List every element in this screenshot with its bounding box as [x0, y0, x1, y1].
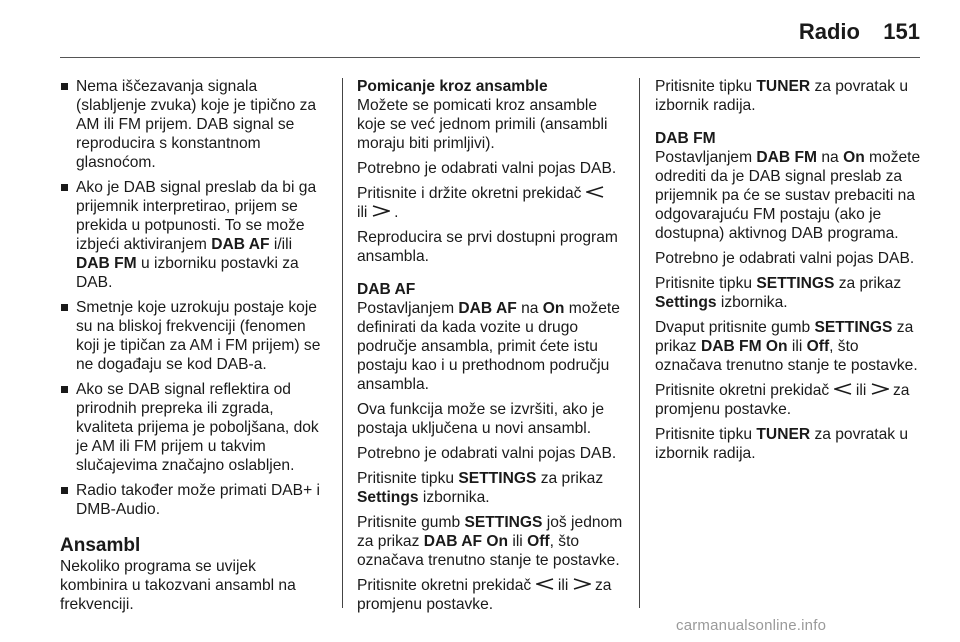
body-text: Pritisnite tipku SETTINGS za prikaz Settings izbornika.	[357, 470, 604, 506]
list-item: Ako se DAB signal reflektira od prirodnih prepreka ili zgrada, kvaliteta prijema je poboljšana, dok je AM ili FM prijem u takvim slučajevima značajno oslabljen.	[60, 380, 326, 475]
rotary-left-icon	[834, 383, 852, 395]
rotary-right-icon	[372, 205, 390, 217]
bullet-icon	[61, 184, 68, 191]
body-text: Nekoliko programa se uvijek kombinira u takozvani ansambl na frekvenciji.	[60, 558, 296, 613]
page-header	[0, 0, 960, 60]
column-1	[60, 77, 326, 620]
body-text: Pritisnite tipku TUNER za povratak u izbornik radija.	[655, 426, 909, 462]
body-text: Potrebno je odabrati valni pojas DAB.	[357, 445, 617, 462]
bullet-icon	[61, 487, 68, 494]
body-text: Pritisnite i držite okretni prekidač ili .	[357, 184, 623, 222]
body-text: Pritisnite tipku SETTINGS za prikaz Settings izbornika.	[655, 275, 902, 311]
column-divider	[342, 78, 343, 608]
section-heading-ensemble-scroll: Pomicanje kroz ansamble	[357, 78, 548, 95]
section-heading-dab-af: DAB AF	[357, 281, 416, 298]
bullet-icon	[61, 304, 68, 311]
section-heading-ansambl: Ansambl	[60, 535, 141, 556]
rotary-right-icon	[871, 383, 889, 395]
body-text: Dvaput pritisnite gumb SETTINGS za prikaz DAB FM On ili Off, što označava trenutno stanje te postavke.	[655, 319, 918, 374]
list-item: Ako je DAB signal preslab da bi ga prijemnik interpretirao, prijem se prekida u potpunosti. To se može izbjeći aktiviranjem DAB AF i/ili DAB FM u izborniku postavki za DAB.	[60, 178, 326, 292]
column-2	[357, 77, 623, 620]
body-text: Reproducira se prvi dostupni program ansambla.	[357, 229, 618, 265]
list-item: Radio također može primati DAB+ i DMB-Audio.	[60, 481, 326, 519]
body-text: Postavljanjem DAB AF na On možete definirati da kada vozite u drugo područje ansambla, primit ćete istu postaju kao i u prethodnom području ansambla.	[357, 300, 620, 393]
header-rule	[60, 57, 920, 58]
body-text: Potrebno je odabrati valni pojas DAB.	[357, 160, 617, 177]
body-text: Pritisnite okretni prekidač ili za promjenu postavke.	[655, 382, 910, 418]
rotary-right-icon	[573, 578, 591, 590]
page-title: Radio	[798, 19, 860, 44]
page-number: 151	[883, 19, 920, 44]
body-text: Možete se pomicati kroz ansamble koje se već jednom primili (ansambli moraju biti primljivi).	[357, 97, 608, 152]
body-text: Postavljanjem DAB FM na On možete odrediti da je DAB signal preslab za prijemnik pa će se sustav prebaciti na odgovarajuću FM postaju (ako je dostupna) aktivnog DAB programa.	[655, 149, 921, 242]
body-text: Pritisnite tipku TUNER za povratak u izbornik radija.	[655, 78, 909, 114]
feature-list	[60, 77, 326, 519]
section-heading-dab-fm: DAB FM	[655, 130, 716, 147]
list-item: Nema iščezavanja signala (slabljenje zvuka) koje je tipično za AM ili FM prijem. DAB signal se reproducira s konstantnom glasnoćom.	[60, 77, 326, 172]
body-text: Pritisnite gumb SETTINGS još jednom za prikaz DAB AF On ili Off, što označava trenutno stanje te postavke.	[357, 514, 623, 569]
bullet-icon	[61, 386, 68, 393]
body-text: Pritisnite okretni prekidač ili za promjenu postavke.	[357, 577, 612, 613]
list-item: Smetnje koje uzrokuju postaje koje su na bliskoj frekvenciji (fenomen koji je tipičan za AM i FM prijem) se ne događaju se kod DAB-a.	[60, 298, 326, 374]
watermark: carmanualsonline.info	[676, 617, 827, 634]
bullet-icon	[61, 83, 68, 90]
rotary-left-icon	[536, 578, 554, 590]
body-text: Ova funkcija može se izvršiti, ako je postaja uključena u novi ansambl.	[357, 401, 604, 437]
body-text: Potrebno je odabrati valni pojas DAB.	[655, 250, 915, 267]
column-divider	[639, 78, 640, 608]
column-3	[655, 77, 923, 469]
rotary-left-icon	[586, 186, 604, 198]
